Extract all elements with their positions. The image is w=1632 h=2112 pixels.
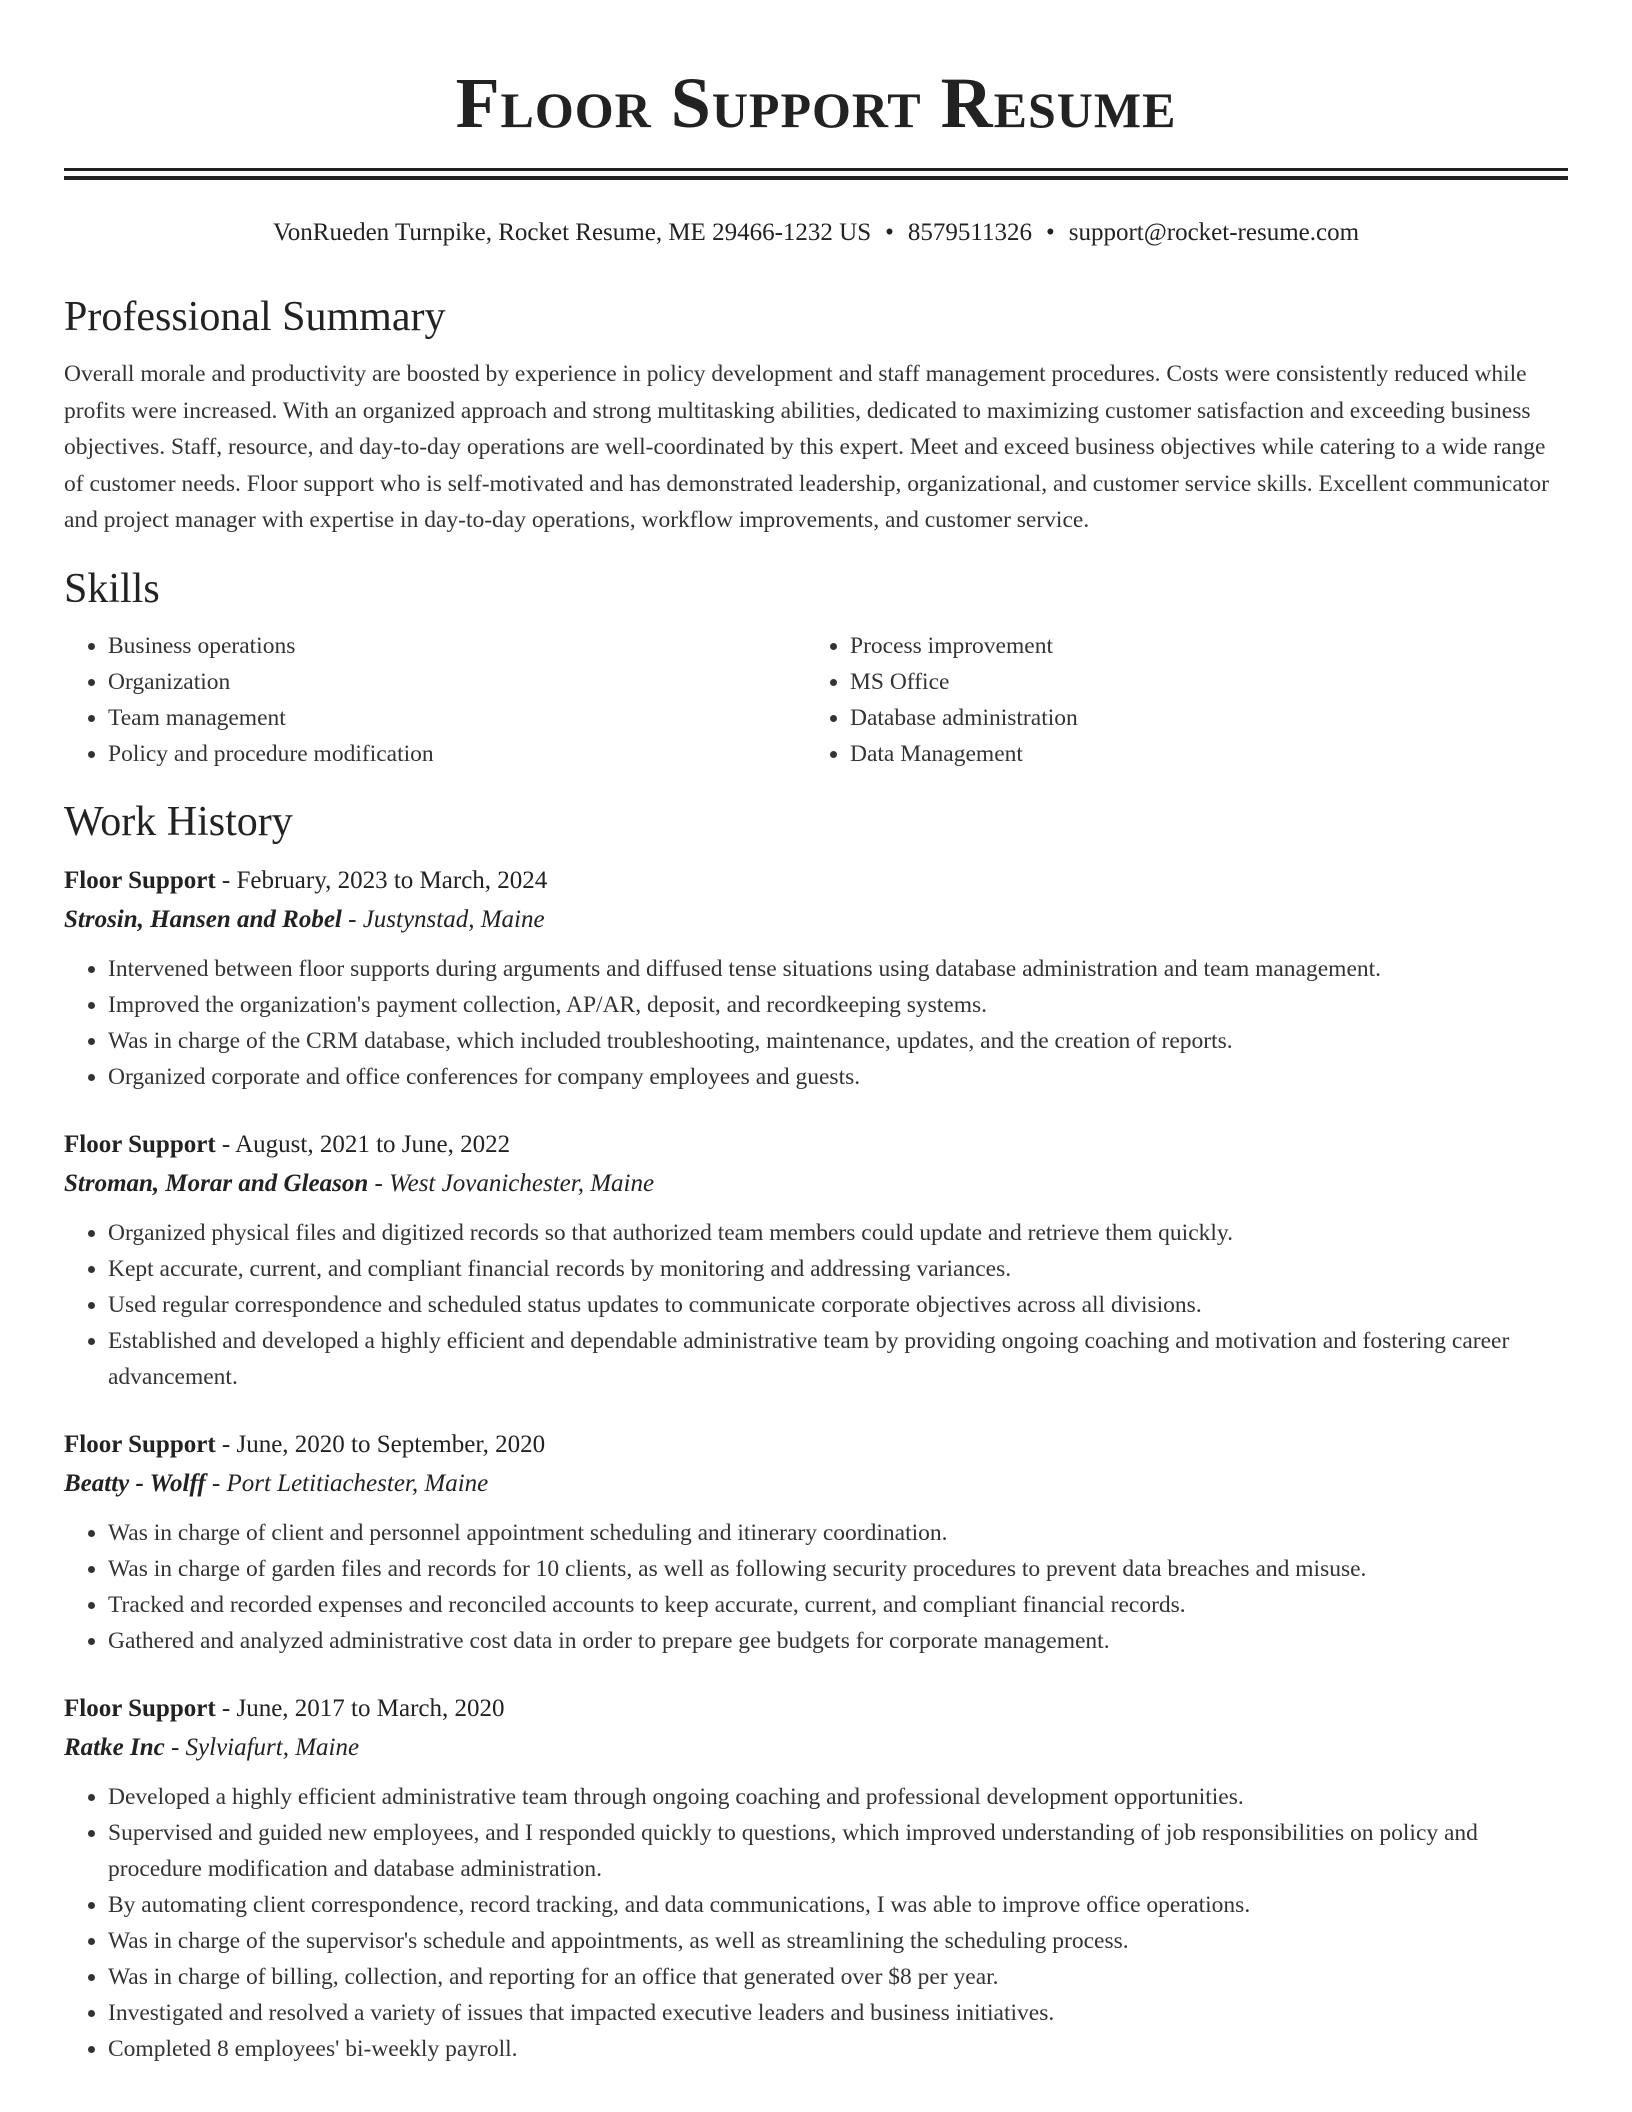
duty-item: • Was in charge of the CRM database, which included troubleshooting, maintenance, updates, and the creation of reports.: [108, 1023, 1568, 1059]
resume-title: Floor Support Resume: [455, 63, 1177, 143]
title-rule-bottom: [64, 176, 1568, 180]
duty-item: • Investigated and resolved a variety of issues that impacted executive leaders and business initiatives.: [108, 1995, 1568, 2031]
job-entry: [64, 1425, 1568, 1659]
duty-item: • Used regular correspondence and scheduled status updates to communicate corporate objectives across all divisions.: [108, 1287, 1568, 1323]
skill-item: • Process improvement: [850, 628, 1548, 664]
skill-item: • Team management: [108, 700, 806, 736]
skills-heading: Skills: [64, 565, 160, 612]
duty-item: • Was in charge of the supervisor's schedule and appointments, as well as streamlining the scheduling process.: [108, 1923, 1568, 1959]
job-title: Floor Support: [64, 1430, 216, 1458]
skill-item: • Organization: [108, 664, 806, 700]
job-company: Strosin, Hansen and Robel: [64, 905, 342, 933]
skills-column-left: [64, 628, 806, 772]
job-company-line: [64, 1729, 1568, 1767]
job-dates: February, 2023 to March, 2024: [236, 866, 548, 894]
job-entry: [64, 1689, 1568, 2067]
summary-text: Overall morale and productivity are boosted by experience in policy development and staff management procedures. Costs were consistently reduced while profits were increased. With an organized approach and strong multitasking abilities, dedicated to maximizing customer satisfaction and exceeding business objectives. Staff, resource, and day-to-day operations are well-coordinated by this expert. Meet and exceed business objectives while catering to a wide range of customer needs. Floor support who is self-motivated and has demonstrated leadership, organizational, and customer service skills. Excellent communicator and project manager with expertise in day-to-day operations, workflow improvements, and customer service.: [64, 361, 1549, 533]
job-dash: -: [215, 1430, 237, 1458]
skill-item: • Policy and procedure modification: [108, 736, 806, 772]
job-duties: [64, 1215, 1568, 1395]
job-dates: June, 2020 to September, 2020: [236, 1430, 546, 1458]
summary-heading: Professional Summary: [64, 294, 446, 340]
job-dash: -: [215, 1694, 237, 1722]
job-dash: -: [205, 1469, 227, 1497]
job-title-line: [64, 1425, 1568, 1465]
skill-item: • Business operations: [108, 628, 806, 664]
job-location: West Jovanichester, Maine: [389, 1169, 655, 1197]
job-duties: [64, 1515, 1568, 1659]
job-company: Stroman, Morar and Gleason: [64, 1169, 369, 1197]
job-title-line: [64, 861, 1568, 901]
job-entry: [64, 861, 1568, 1095]
title-rule-top: [64, 168, 1568, 171]
job-duties: [64, 1779, 1568, 2067]
contact-separator: •: [885, 219, 894, 246]
duty-item: • Established and developed a highly efficient and dependable administrative team by providing ongoing coaching and motivation and fostering career advancement.: [108, 1323, 1568, 1395]
job-location: Port Letitiachester, Maine: [226, 1469, 489, 1497]
duty-item: • Gathered and analyzed administrative cost data in order to prepare gee budgets for corporate management.: [108, 1623, 1568, 1659]
duty-item: • Kept accurate, current, and compliant financial records by monitoring and addressing variances.: [108, 1251, 1568, 1287]
job-company-line: [64, 1165, 1568, 1203]
duty-item: • Completed 8 employees' bi-weekly payroll.: [108, 2031, 1568, 2067]
job-company-line: [64, 901, 1568, 939]
contact-email: support@rocket-resume.com: [1068, 219, 1360, 246]
skill-item: • Database administration: [850, 700, 1548, 736]
job-dash: -: [215, 1130, 236, 1158]
job-company-line: [64, 1465, 1568, 1503]
job-title: Floor Support: [64, 866, 216, 894]
resume-page: [64, 0, 1568, 2067]
job-company: Beatty - Wolff: [64, 1469, 206, 1497]
skill-item: • Data Management: [850, 736, 1548, 772]
duty-item: • Was in charge of billing, collection, and reporting for an office that generated over $8 per year.: [108, 1959, 1568, 1995]
duty-item: • Intervened between floor supports during arguments and diffused tense situations using database administration and team management.: [108, 951, 1568, 987]
job-title: Floor Support: [64, 1130, 216, 1158]
contact-separator: •: [1045, 219, 1055, 246]
skills-column-right: [806, 628, 1548, 772]
job-dates: June, 2017 to March, 2020: [236, 1694, 505, 1722]
job-company: Ratke Inc: [64, 1733, 165, 1761]
job-location: Justynstad, Maine: [362, 905, 545, 933]
duty-item: • Was in charge of garden files and records for 10 clients, as well as following security procedures to prevent data breaches and misuse.: [108, 1551, 1568, 1587]
job-dates: August, 2021 to June, 2022: [235, 1130, 511, 1158]
contact-phone: 8579511326: [907, 219, 1032, 246]
job-title-line: [64, 1689, 1568, 1729]
skill-item: • MS Office: [850, 664, 1548, 700]
job-title: Floor Support: [64, 1694, 216, 1722]
duty-item: • Organized corporate and office conferences for company employees and guests.: [108, 1059, 1568, 1095]
contact-address: VonRueden Turnpike, Rocket Resume, ME 29466-1232 US: [272, 219, 872, 246]
job-entry: [64, 1125, 1568, 1395]
job-dash: -: [215, 866, 237, 894]
contact-line: [64, 216, 1568, 250]
duty-item: • Developed a highly efficient administrative team through ongoing coaching and professional development opportunities.: [108, 1779, 1568, 1815]
duty-item: • Supervised and guided new employees, and I responded quickly to questions, which improved understanding of job responsibilities on policy and procedure modification and database administration.: [108, 1815, 1568, 1887]
job-title-line: [64, 1125, 1568, 1165]
skills-list: [64, 628, 1568, 772]
work-history-heading: Work History: [64, 798, 293, 845]
job-location: Sylviafurt, Maine: [185, 1733, 360, 1761]
duty-item: • Was in charge of client and personnel appointment scheduling and itinerary coordination.: [108, 1515, 1568, 1551]
duty-item: • Organized physical files and digitized records so that authorized team members could update and retrieve them quickly.: [108, 1215, 1568, 1251]
duty-item: • By automating client correspondence, record tracking, and data communications, I was able to improve office operations.: [108, 1887, 1568, 1923]
duty-item: • Tracked and recorded expenses and reconciled accounts to keep accurate, current, and compliant financial records.: [108, 1587, 1568, 1623]
job-dash: -: [368, 1169, 390, 1197]
job-duties: [64, 951, 1568, 1095]
job-dash: -: [164, 1733, 186, 1761]
job-dash: -: [341, 905, 363, 933]
duty-item: • Improved the organization's payment collection, AP/AR, deposit, and recordkeeping systems.: [108, 987, 1568, 1023]
